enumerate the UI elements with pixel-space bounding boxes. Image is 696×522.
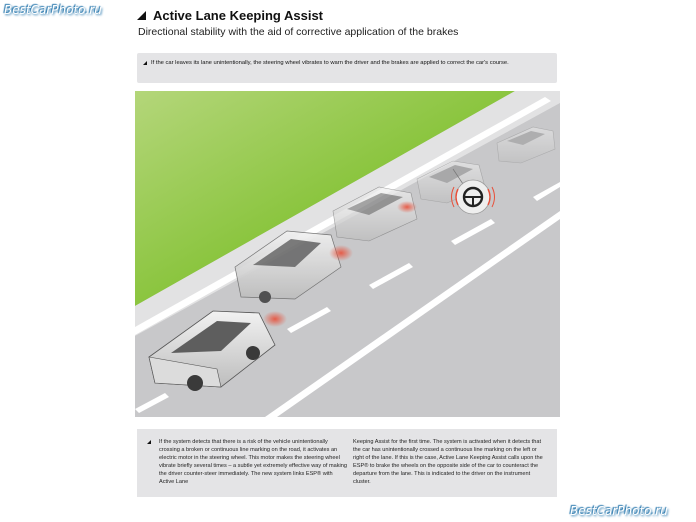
note-box xyxy=(137,53,557,83)
page-title: Active Lane Keeping Assist xyxy=(153,8,324,23)
brake-glow-3 xyxy=(263,311,287,327)
brake-glow-2 xyxy=(329,245,353,261)
watermark-top: BestCarPhoto.ru xyxy=(4,3,102,17)
triangle-bullet-icon xyxy=(143,61,147,65)
triangle-bullet-icon xyxy=(147,440,151,444)
note-text: If the car leaves its lane unintentionally, the steering wheel vibrates to warn the driver and the brakes are applied to correct the car's course. xyxy=(151,60,509,66)
description-right: Keeping Assist for the first time. The system is activated when it detects that the car has unintentionally crossed a continuous line marking on the left or right of the lane. If this is the case, Active Lane Keeping Assist calls upon the ESP® to brake the wheels on the opposite side of the car to counteract the departure from the lane. This is indicated to the driver on the instrument cluster. xyxy=(353,439,543,485)
header xyxy=(137,8,567,38)
description-left: If the system detects that there is a risk of the vehicle unintentionally crossing a broken or continuous line marking on the road, it activates an electric motor in the steering wheel. This motor makes the steering wheel vibrate briefly several times – a subtle yet extremely effective way of making the driver counter-steer immediately. The new system links ESP® with Active Lane xyxy=(159,439,347,485)
description-panel xyxy=(137,429,557,497)
watermark-bottom: BestCarPhoto.ru xyxy=(570,504,668,518)
triangle-bullet-icon xyxy=(137,11,146,20)
brake-glow-1 xyxy=(397,201,417,213)
page-subtitle: Directional stability with the aid of corrective application of the brakes xyxy=(138,26,459,38)
lane-keeping-illustration xyxy=(135,91,560,417)
